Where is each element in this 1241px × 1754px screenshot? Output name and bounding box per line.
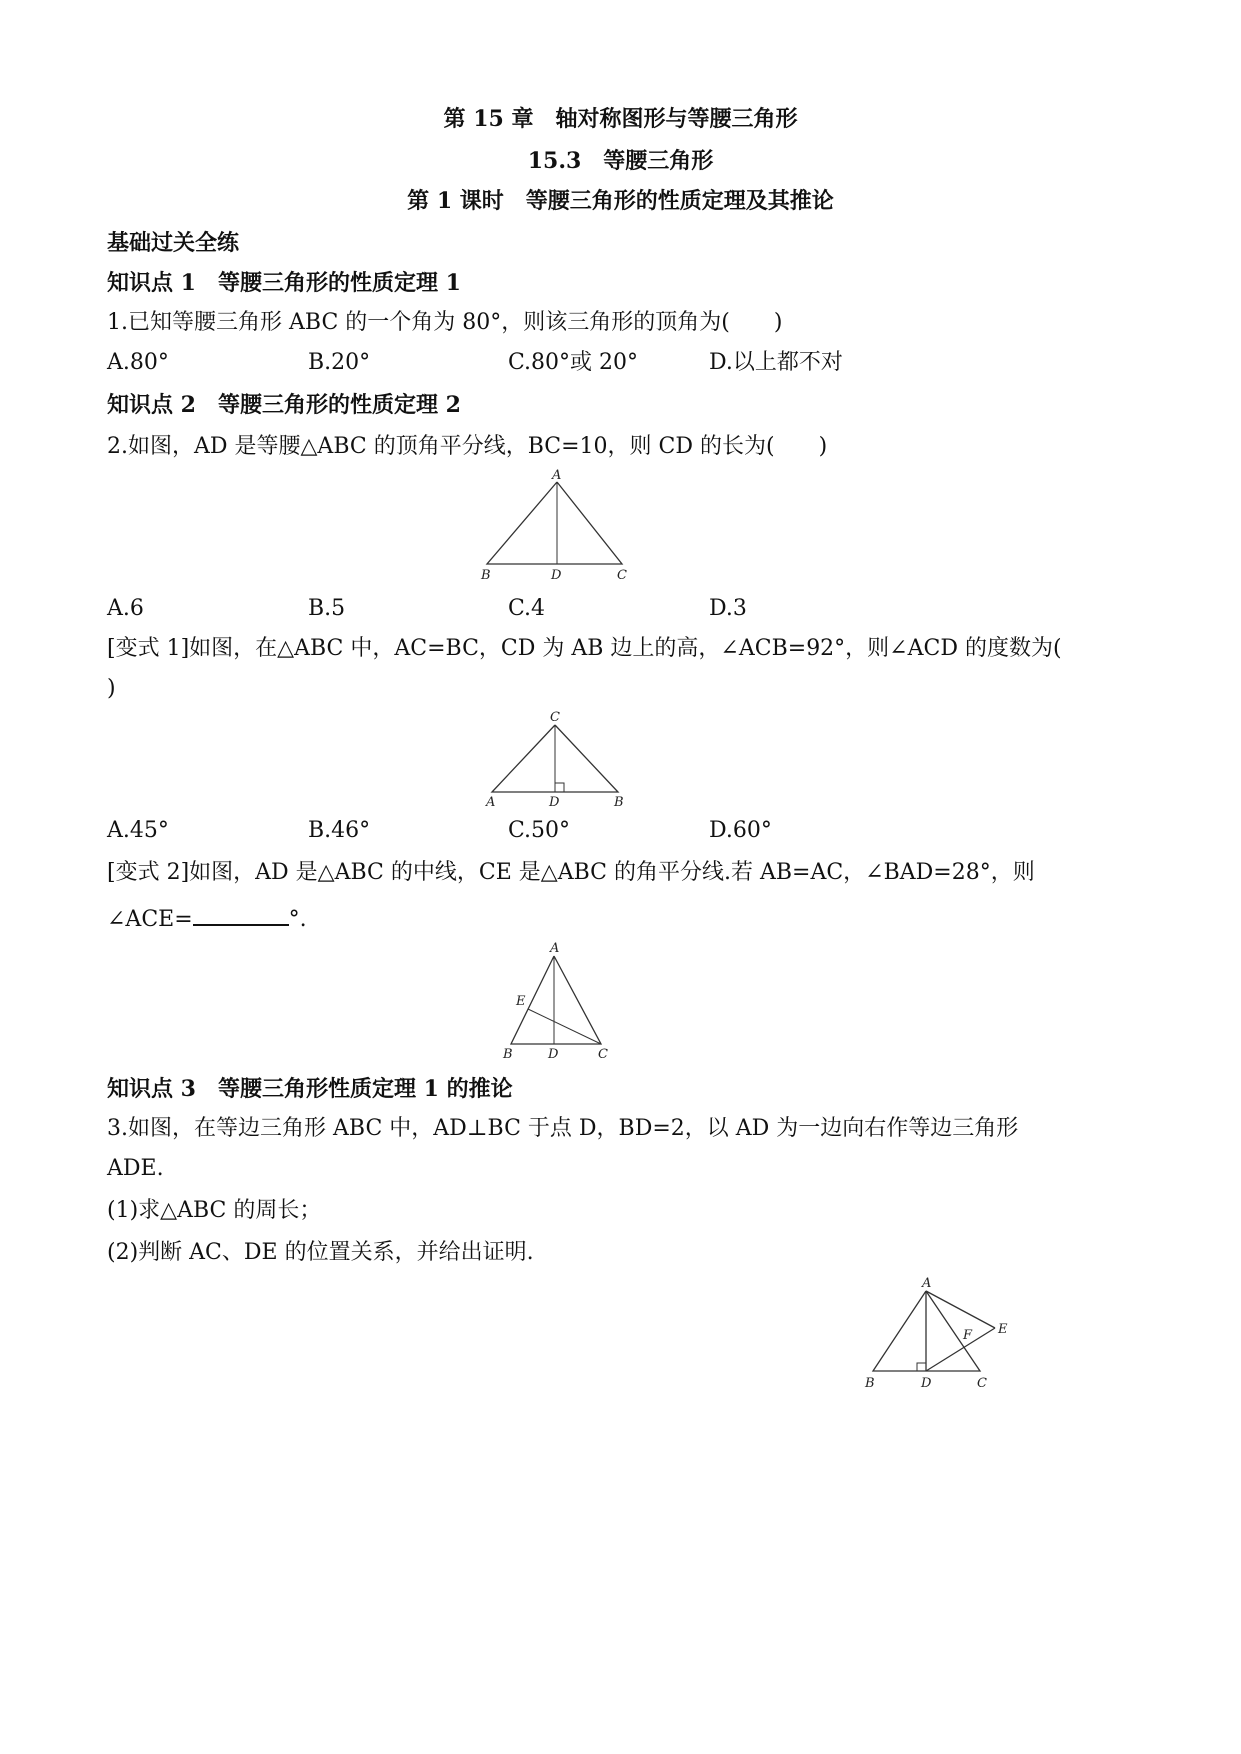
q2-figure: [470, 468, 650, 588]
q1-option-d: D.以上都不对: [709, 350, 843, 375]
q3-stem-line1: 3.如图，在等边三角形 ABC 中，AD⊥BC 于点 D，BD=2，以 AD 为一边向右作等边三角形: [107, 1116, 1019, 1141]
lesson-title: 第 1 课时 等腰三角形的性质定理及其推论: [407, 188, 834, 214]
v1-figure: [478, 708, 638, 808]
q3-label-b: B: [865, 1376, 875, 1391]
q3-label-a: A: [922, 1276, 932, 1291]
v2-label-e: E: [516, 994, 526, 1009]
v2-label-c: C: [598, 1047, 608, 1062]
q2-option-c: C.4: [508, 596, 546, 621]
q2-label-a: A: [552, 468, 562, 483]
q3-part1: (1)求△ABC 的周长；: [107, 1198, 322, 1223]
q2-option-d: D.3: [709, 596, 747, 621]
v2-figure: [495, 940, 615, 1065]
q3-figure: [855, 1275, 1025, 1400]
q1-option-b: B.20°: [308, 350, 371, 375]
v2-stem-line2: [107, 902, 307, 935]
q1-stem: 1.已知等腰三角形 ABC 的一个角为 80°，则该三角形的顶角为( ): [107, 310, 783, 335]
v1-label-b: B: [614, 795, 624, 810]
q2-option-a: A.6: [107, 596, 144, 621]
v1-stem-line1: [变式 1]如图，在△ABC 中，AC=BC，CD 为 AB 边上的高，∠ACB=92°，则∠ACD 的度数为(: [107, 636, 1062, 661]
kp1-heading: 知识点 1 等腰三角形的性质定理 1: [107, 270, 461, 296]
v2-angle-bisector: [528, 1009, 601, 1044]
q3-right-angle-mark: [917, 1363, 926, 1371]
v2-stem-prefix: ∠ACE=: [107, 907, 193, 932]
v1-label-c: C: [550, 710, 560, 725]
q2-label-d: D: [551, 568, 562, 583]
v2-label-a: A: [550, 941, 560, 956]
q3-label-d: D: [921, 1376, 932, 1391]
v1-option-a: A.45°: [107, 818, 169, 843]
kp3-heading: 知识点 3 等腰三角形性质定理 1 的推论: [107, 1076, 513, 1102]
section-title: 15.3 等腰三角形: [527, 148, 714, 174]
q3-stem-line2: ADE.: [107, 1156, 164, 1181]
v1-stem-line2: ): [107, 676, 116, 701]
q3-label-e: E: [998, 1322, 1008, 1337]
v1-right-angle-mark: [555, 783, 564, 792]
q2-label-c: C: [617, 568, 627, 583]
v1-label-d: D: [549, 795, 560, 810]
q2-triangle: [487, 482, 622, 564]
chapter-title: 第 15 章 轴对称图形与等腰三角形: [443, 106, 798, 132]
v1-option-d: D.60°: [709, 818, 772, 843]
q3-side-de: [926, 1328, 995, 1371]
kp2-heading: 知识点 2 等腰三角形的性质定理 2: [107, 392, 461, 418]
v2-stem-suffix: °.: [288, 907, 307, 932]
v2-label-b: B: [503, 1047, 513, 1062]
v1-option-c: C.50°: [508, 818, 571, 843]
q3-label-f: F: [963, 1328, 973, 1343]
v2-stem-line1: [变式 2]如图，AD 是△ABC 的中线，CE 是△ABC 的角平分线.若 AB=AC，∠BAD=28°，则: [107, 860, 1035, 885]
q1-option-a: A.80°: [107, 350, 169, 375]
v1-label-a: A: [486, 795, 496, 810]
v1-option-b: B.46°: [308, 818, 371, 843]
practice-heading: 基础过关全练: [107, 230, 240, 256]
q2-label-b: B: [481, 568, 491, 583]
q3-part2: (2)判断 AC、DE 的位置关系，并给出证明.: [107, 1240, 534, 1265]
q3-label-c: C: [977, 1376, 987, 1391]
v2-answer-blank[interactable]: [193, 902, 289, 926]
q2-option-b: B.5: [308, 596, 346, 621]
q3-side-ae: [926, 1291, 995, 1328]
q1-option-c: C.80°或 20°: [508, 350, 639, 375]
v2-label-d: D: [548, 1047, 559, 1062]
q2-stem: 2.如图，AD 是等腰△ABC 的顶角平分线，BC=10，则 CD 的长为( ): [107, 434, 828, 459]
